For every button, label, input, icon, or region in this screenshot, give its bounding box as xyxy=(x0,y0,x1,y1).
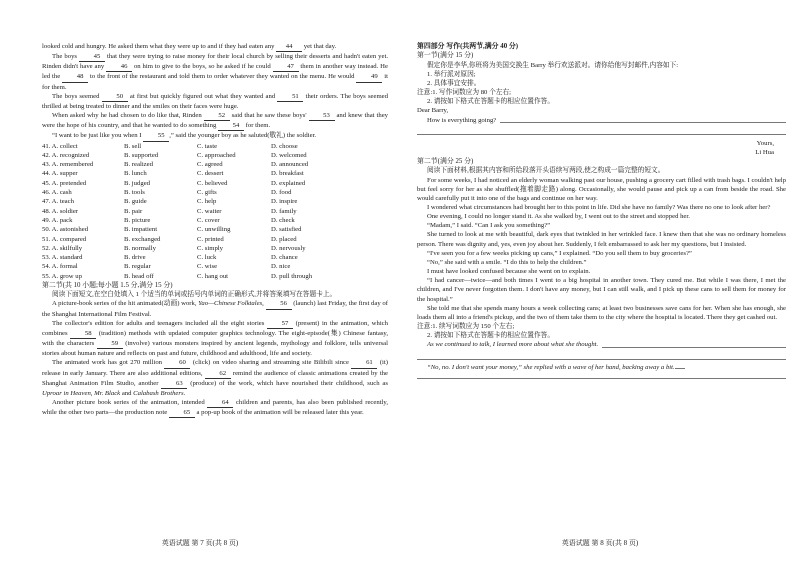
story-paragraph: I must have looked confused because she went on to explain. xyxy=(427,268,591,276)
paragraph xyxy=(42,358,388,398)
section-2-instruction: 阅读下面材料,根据其内容和所给段落开头语续写两段,使之构成一篇完整的短文。 xyxy=(427,167,665,175)
text: When asked why he had chosen to do like that, Rinden xyxy=(52,112,204,120)
text: (launch) last Friday, the first day of the Shanghai International Film Festival. xyxy=(42,300,389,318)
text: children and parents, has also been published recently, while the other two parts—the production note xyxy=(42,399,388,417)
story-paragraph: “I had cancer—twice—and both times I went to a big hospital in another town. They cured me. But while I was there, I met the children, and I've never forgotten them. I don't have any money, but I can still walk, and I pick up these cans to sell them for money for the hospital.” xyxy=(417,277,786,303)
blank-57[interactable]: 57 xyxy=(267,319,293,329)
text: on him to give to the boys, so he asked if he could xyxy=(132,63,273,71)
text: The collector's edition for adults and teenagers included all the eight stories xyxy=(52,319,267,327)
option-53-A: 53. A. standard xyxy=(42,254,83,262)
greeting: Dear Barry, xyxy=(417,107,449,115)
story-paragraph: “No,” she said with a smile. “I do this to help the children.” xyxy=(427,258,587,266)
option-55-C: C. hang out xyxy=(197,272,229,280)
prompt-line-1 xyxy=(417,340,786,349)
note: 2. 请按如下格式在答题卡的相应位置作答。 xyxy=(427,332,555,340)
option-52-C: C. simply xyxy=(197,244,224,252)
page-8 xyxy=(400,0,800,565)
option-51-C: C. printed xyxy=(197,235,224,243)
text: to the front of the restaurant and told them to order whatever they wanted on the menu. He would xyxy=(88,73,357,81)
option-49-D: D. check xyxy=(271,216,295,224)
text: it for them. xyxy=(42,73,388,91)
writing-line[interactable] xyxy=(417,372,786,379)
text: . xyxy=(183,389,186,397)
option-44-C: C. dessert xyxy=(197,170,224,178)
option-44-B: B. lunch xyxy=(124,170,147,178)
option-48-B: B. pair xyxy=(124,207,143,215)
section-1-instruction: 假定你是李华,你班将为美国交换生 Barry 举行欢送派对。请你给他写封邮件,内容如下: xyxy=(427,61,679,69)
option-41-A: 41. A. collect xyxy=(42,142,78,150)
option-49-A: 49. A. pack xyxy=(42,216,73,224)
paragraph xyxy=(42,131,388,141)
option-50-B: B. impatient xyxy=(124,226,158,234)
writing-line[interactable] xyxy=(675,368,685,369)
blank-51[interactable]: 51 xyxy=(277,92,303,102)
blank-52[interactable]: 52 xyxy=(204,111,230,121)
text: and xyxy=(120,389,134,397)
blank-62[interactable]: 62 xyxy=(205,369,231,379)
text: (produce) of the work, which have nourished their childhood, such as xyxy=(187,379,388,387)
text: remind the audience of classic animations created by the Shanghai Animation Film Studio, another xyxy=(42,369,388,387)
blank-50[interactable]: 50 xyxy=(102,92,128,102)
text: The animated work has got 270 million xyxy=(52,359,165,367)
option-51-D: D. placed xyxy=(271,235,297,243)
page-footer: 英语试题 第 8 页(共 8 页) xyxy=(561,539,639,547)
text: them in another way instead. He led the xyxy=(42,63,388,81)
blank-59[interactable]: 59 xyxy=(97,339,123,349)
text: Another picture book series of the animation, intended xyxy=(52,399,208,407)
blank-56[interactable]: 56 xyxy=(266,299,292,309)
blank-46[interactable]: 46 xyxy=(106,62,132,72)
closing: Yours, xyxy=(756,139,774,147)
option-55-A: 55. A. grow up xyxy=(42,272,82,280)
option-43-D: D. announced xyxy=(271,161,309,169)
text: , xyxy=(262,300,266,308)
text: How is everything going? xyxy=(427,116,497,124)
task-item: 2. 具体事宜安排。 xyxy=(427,79,481,87)
option-52-D: D. nervously xyxy=(271,244,306,252)
story-paragraph: I wondered what circumstances had brought her to this point in life. Did she have no family? Was there no one to look after her? xyxy=(427,204,771,212)
text: looked cold and hungry. He asked them what they were up to and if they had eaten any xyxy=(42,43,277,50)
blank-47[interactable]: 47 xyxy=(273,62,299,72)
text: The boys xyxy=(52,53,79,61)
option-46-D: D. food xyxy=(271,189,292,197)
blank-53[interactable]: 53 xyxy=(309,111,335,121)
cloze-passage xyxy=(42,42,388,142)
opening-line xyxy=(417,116,786,125)
story-paragraph: “I've seen you for a few weeks picking up cans,” I explained. “Do you sell them to buy groceries?” xyxy=(427,249,692,257)
story-paragraph: “Madam,” I said. “Can I ask you something?” xyxy=(427,222,551,230)
option-49-C: C. cover xyxy=(197,216,220,224)
story-paragraph: One evening, I could no longer stand it. As she walked by, I went out to the street and stopped her. xyxy=(427,213,690,221)
blank-48[interactable]: 48 xyxy=(62,72,88,82)
paragraph xyxy=(42,52,388,92)
option-42-A: 42. A. recognized xyxy=(42,151,90,159)
grammar-passage xyxy=(42,299,388,418)
option-54-A: 54. A. formal xyxy=(42,263,78,271)
option-53-B: B. drive xyxy=(124,254,146,262)
text: A picture-book series of the hit animated(动画) work, xyxy=(52,300,199,308)
option-46-B: B. tools xyxy=(124,189,145,197)
blank-60[interactable]: 60 xyxy=(164,358,190,368)
option-45-A: 45. A. pretended xyxy=(42,179,87,187)
story-passage xyxy=(417,176,786,323)
option-46-A: 46. A. cash xyxy=(42,189,72,197)
blank-64[interactable]: 64 xyxy=(207,398,233,408)
text: “I want to be just like you when I xyxy=(52,132,144,140)
option-43-A: 43. A. remembered xyxy=(42,161,94,169)
paragraph xyxy=(42,42,388,52)
note: 2. 请按如下格式在答题卡的相应位置作答。 xyxy=(427,98,555,106)
writing-line[interactable] xyxy=(500,122,786,123)
note: 注意:1. 续写词数应为 150 个左右; xyxy=(417,323,515,331)
option-47-D: D. inspire xyxy=(271,198,298,206)
part-4-heading: 第四部分 写作(共两节,满分 40 分) xyxy=(417,43,519,50)
option-50-A: 50. A. astonished xyxy=(42,226,89,234)
blank-58[interactable]: 58 xyxy=(70,329,96,339)
option-48-A: 48. A. soldier xyxy=(42,207,79,215)
option-50-C: C. unwilling xyxy=(197,226,231,234)
option-46-C: C. gifts xyxy=(197,189,217,197)
paragraph xyxy=(42,92,388,111)
option-47-A: 47. A. teach xyxy=(42,198,74,206)
blank-45[interactable]: 45 xyxy=(79,52,105,62)
note: 注意:1. 写作词数应为 80 个左右; xyxy=(417,89,511,97)
page-footer: 英语试题 第 7 页(共 8 页) xyxy=(161,539,239,547)
text: ,” said the younger boy as he saluted(敬礼) the soldier. xyxy=(169,132,317,140)
option-42-C: C. approached xyxy=(197,151,236,159)
text: “No, no. I don't want your money,” she replied with a wave of her hand, backing away a bit. xyxy=(427,363,675,371)
story-paragraph: For some weeks, I had noticed an elderly woman walking past our house, pushing a grocery cart filled with trash bags. I couldn't help but feel sorry for her as she shuffled(拖着脚走路) along. Occasionally, she would pause and pick up a can from beside the road. She would carefully put it into one of the bags and continue on her way. xyxy=(417,176,786,202)
section-1-heading: 第一节(满分 15 分) xyxy=(417,52,474,60)
option-54-D: D. nice xyxy=(271,263,291,271)
text: (present) in the animation, which combines xyxy=(42,319,388,337)
writing-line[interactable] xyxy=(417,350,786,360)
text: , xyxy=(90,389,95,397)
text: and knew that they were the hope of his country, and that he wanted to do something xyxy=(42,112,389,130)
option-44-A: 44. A. supper xyxy=(42,170,78,178)
paragraph xyxy=(42,398,388,418)
option-52-A: 52. A. skilfully xyxy=(42,244,83,252)
paragraph xyxy=(42,319,388,359)
option-52-B: B. normally xyxy=(124,244,156,252)
option-43-C: C. agreed xyxy=(197,161,223,169)
option-47-C: C. help xyxy=(197,198,217,206)
blank-55[interactable]: 55 xyxy=(143,131,169,141)
option-44-D: D. breakfast xyxy=(271,170,304,178)
option-53-D: D. chance xyxy=(271,254,298,262)
section-2-heading: 第二节(共 10 小题;每小题 1.5 分,满分 15 分) xyxy=(42,282,173,290)
paragraph-opening-2 xyxy=(417,363,786,372)
option-45-B: B. judged xyxy=(124,179,151,187)
option-42-B: B. supported xyxy=(124,151,159,159)
text: at first but quickly figured out what they wanted and xyxy=(127,92,278,100)
paragraph xyxy=(42,111,388,131)
writing-line[interactable] xyxy=(602,347,786,348)
section-2-heading: 第二节(满分 25 分) xyxy=(417,158,474,166)
option-41-D: D. choose xyxy=(271,142,298,150)
option-49-B: B. picture xyxy=(124,216,151,224)
blank-49[interactable]: 49 xyxy=(356,72,382,82)
italic-title: Mr. Black xyxy=(94,389,121,397)
option-50-D: D. satisfied xyxy=(271,226,302,234)
option-43-B: B. realized xyxy=(124,161,153,169)
text: yet that day. xyxy=(302,43,337,50)
section-2-instruction: 阅读下面短文,在空白处填入 1 个适当的单词或括号内单词的正确形式,并将答案填写在答题卡上。 xyxy=(52,291,337,299)
text: their orders. The boys seemed thrilled at being treated to dinner and the smiles on their faces were huge. xyxy=(42,92,388,110)
option-41-B: B. sell xyxy=(124,142,142,150)
blank-63[interactable]: 63 xyxy=(161,379,187,389)
option-54-B: B. regular xyxy=(124,263,151,271)
text: for them. xyxy=(244,122,271,130)
option-51-B: B. exchanged xyxy=(124,235,161,243)
paragraph xyxy=(42,299,388,318)
option-42-D: D. welcomed xyxy=(271,151,307,159)
paragraph-opening-1: As we continued to talk, I learned more about what she thought. xyxy=(427,341,599,349)
signature: Li Hua xyxy=(755,148,774,156)
option-48-C: C. waiter xyxy=(197,207,222,215)
text: (tradition) methods with updated computer graphics technology. The eight-episode(集) Chinese fantasy, with the characters xyxy=(42,329,389,348)
italic-title: Yao—Chinese Folktales xyxy=(198,300,263,308)
text: (involve) various monsters inspired by ancient legends, mythology and folklore, tells universal stories about human nature and reflects on past and future, childhood and adulthood, life and society. xyxy=(42,340,388,358)
option-54-C: C. wise xyxy=(197,263,218,271)
text: The boys seemed xyxy=(52,92,102,100)
option-41-C: C. taste xyxy=(197,142,218,150)
option-55-D: D. pull through xyxy=(271,272,313,280)
text: (click) on video sharing and streaming site Bilibili since xyxy=(190,359,352,367)
blank-61[interactable]: 61 xyxy=(351,358,377,368)
task-item: 1. 举行派对原因; xyxy=(427,70,476,78)
option-48-D: D. family xyxy=(271,207,297,215)
option-45-D: D. explained xyxy=(271,179,306,187)
italic-title: Uproar in Heaven xyxy=(42,389,91,397)
text: a pop-up book of the animation will be released later this year. xyxy=(194,409,364,417)
text: that they were trying to raise money for their local church by selling their desserts and hadn't eaten yet. Rinden didn't have any xyxy=(42,53,388,71)
italic-title: Calabash Brothers xyxy=(133,389,184,397)
answer-options xyxy=(42,142,388,281)
option-55-B: B. head off xyxy=(124,272,154,280)
blank-44[interactable]: 44 xyxy=(276,42,302,52)
option-47-B: B. guide xyxy=(124,198,147,206)
option-45-C: C. believed xyxy=(197,179,228,187)
option-53-C: C. luck xyxy=(197,254,217,262)
text: (it) release in early January. There are also additional editions, xyxy=(42,359,389,377)
option-51-A: 51. A. compared xyxy=(42,235,87,243)
story-paragraph: She turned to look at me with beautiful, dark eyes that twinkled in her wrinkled face. I knew then that she was no ordinary homeless person. There was dignity and, yes, even joy about her. Suddenly, I felt embarrassed to ask her my questions, but I insisted. xyxy=(417,231,786,248)
text: said that he saw these boys' xyxy=(229,112,309,120)
blank-54[interactable]: 54 xyxy=(218,121,244,131)
writing-line[interactable] xyxy=(417,125,786,135)
story-paragraph: She told me that she spends many hours a week collecting cans; at least two businesses save cans for her. When she has enough, she loads them all into a friend's pickup, and the two of them take them to the city where the hospital is located. There they get cashed out. xyxy=(417,304,786,321)
blank-65[interactable]: 65 xyxy=(169,408,195,418)
